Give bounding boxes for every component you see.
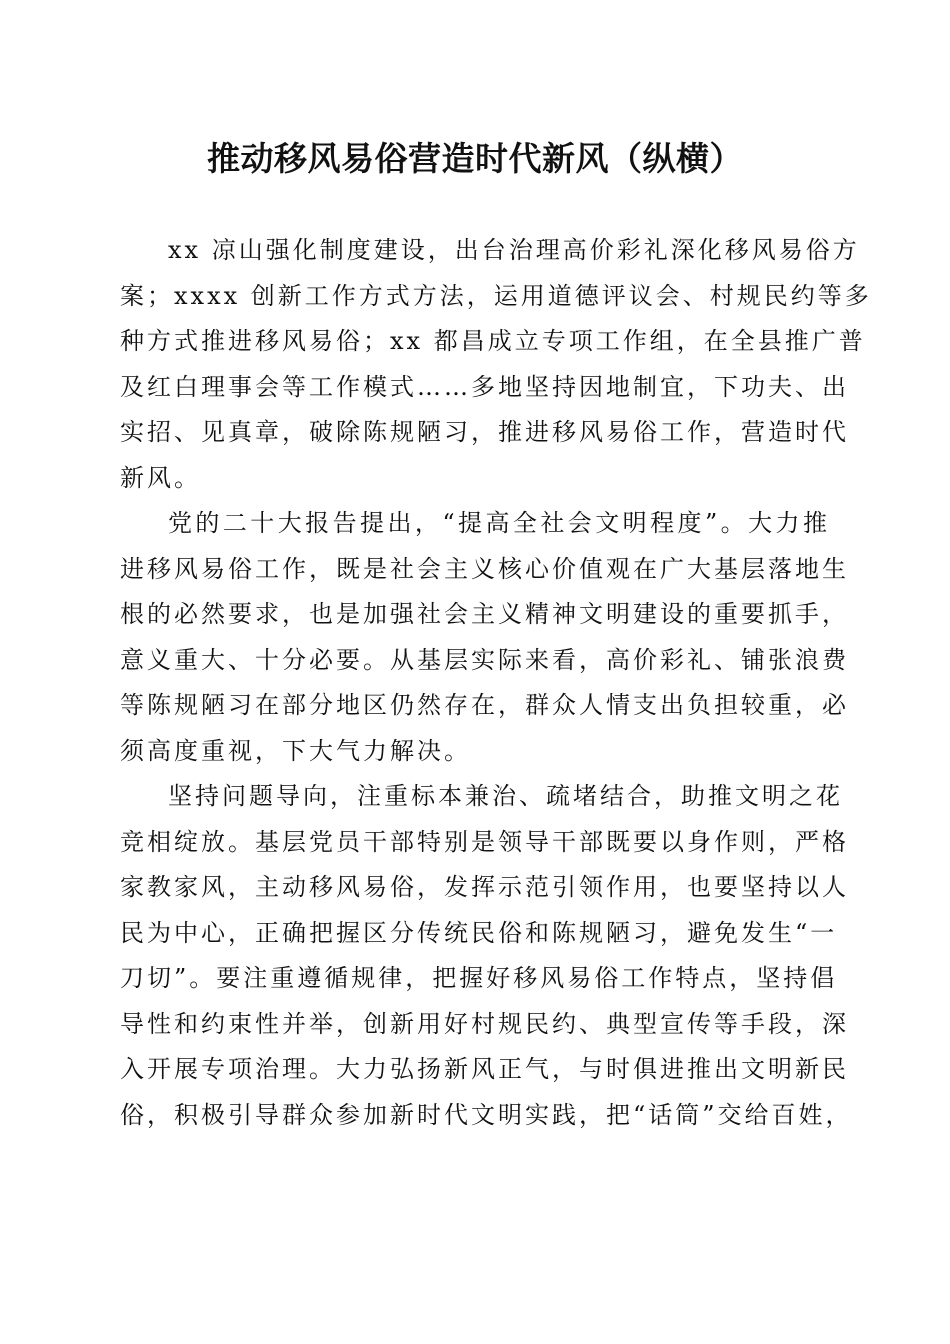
paragraph-2-line-2: 进移风易俗工作，既是社会主义核心价值观在广大基层落地生 <box>120 554 849 583</box>
paragraph-3-line-5: 刀切”。要注重遵循规律，把握好移风易俗工作特点，坚持倡 <box>120 964 838 992</box>
paragraph-1-line-2: 案；xxxx 创新工作方式方法，运用道德评议会、村规民约等多 <box>120 281 872 310</box>
paragraph-1-line-5: 实招、见真章，破除陈规陋习，推进移风易俗工作，营造时代 <box>120 418 849 446</box>
paragraph-3-line-3: 家教家风，主动移风易俗，发挥示范引领作用，也要坚持以人 <box>120 873 849 901</box>
paragraph-3-line-1: 坚持问题导向，注重标本兼治、疏堵结合，助推文明之花 <box>168 782 843 810</box>
paragraph-2-line-5: 等陈规陋习在部分地区仍然存在，群众人情支出负担较重，必 <box>120 691 849 719</box>
paragraph-3-line-7: 入开展专项治理。大力弘扬新风正气，与时俱进推出文明新民 <box>120 1055 849 1083</box>
document-body <box>120 228 872 1138</box>
paragraph-1-line-6: 新风。 <box>120 463 201 492</box>
paragraph-3-line-2: 竞相绽放。基层党员干部特别是领导干部既要以身作则，严格 <box>120 827 849 856</box>
paragraph-2-line-3: 根的必然要求，也是加强社会主义精神文明建设的重要抓手， <box>120 600 849 628</box>
paragraph-3-line-8: 俗，积极引导群众参加新时代文明实践，把“话筒”交给百姓， <box>120 1100 853 1129</box>
paragraph-2-line-1: 党的二十大报告提出，“提高全社会文明程度”。大力推 <box>168 509 830 537</box>
paragraph-2-line-4: 意义重大、十分必要。从基层实际来看，高价彩礼、铺张浪费 <box>120 645 849 674</box>
paragraph-1-line-3: 种方式推进移风易俗；xx 都昌成立专项工作组，在全县推广普 <box>120 327 866 355</box>
paragraph-3-line-4: 民为中心，正确把握区分传统民俗和陈规陋习，避免发生“一 <box>120 918 838 947</box>
document-title: 推动移风易俗营造时代新风（纵横） <box>207 139 743 178</box>
paragraph-3-line-6: 导性和约束性并举，创新用好村规民约、典型宣传等手段，深 <box>120 1009 849 1038</box>
paragraph-1-line-1: xx 凉山强化制度建设，出台治理高价彩礼深化移风易俗方 <box>168 236 860 264</box>
paragraph-1-line-4: 及红白理事会等工作模式……多地坚持因地制宜，下功夫、出 <box>120 372 849 401</box>
paragraph-2-line-6: 须高度重视，下大气力解决。 <box>120 736 471 765</box>
